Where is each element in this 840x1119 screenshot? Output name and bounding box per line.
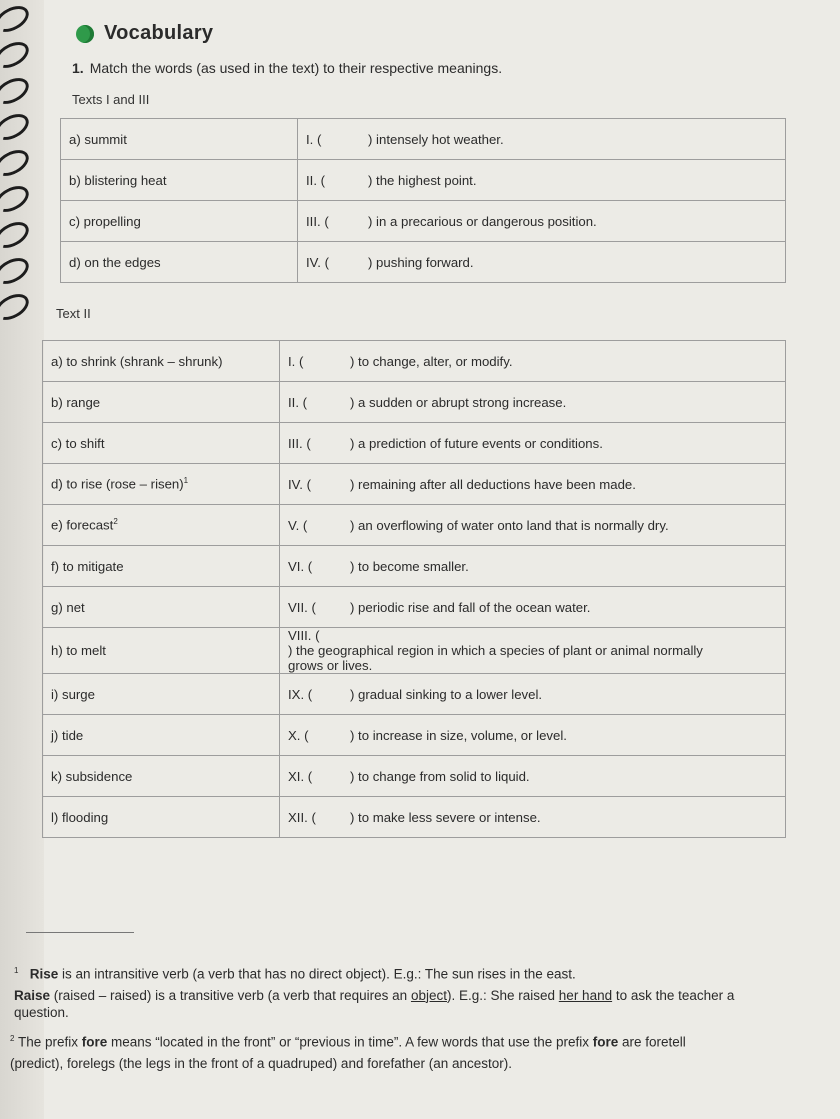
table2-word-cell	[43, 756, 280, 797]
table1-meaning-number: IV. (	[306, 254, 329, 270]
table2-word: j) tide	[51, 727, 84, 743]
table2-row	[43, 341, 786, 382]
table2-word-cell	[43, 587, 280, 628]
footnote-2-marker: 2	[10, 1034, 15, 1043]
table1-word-cell	[61, 242, 298, 283]
table2-word-cell	[43, 505, 280, 546]
table2-meaning-number: VIII. (	[288, 628, 320, 643]
table2-meaning-text: ) gradual sinking to a lower level.	[350, 686, 543, 702]
table2-meaning-cell	[280, 423, 786, 464]
table2-row	[43, 674, 786, 715]
table2-word: l) flooding	[51, 809, 109, 825]
table2-word-cell	[43, 464, 280, 505]
table2-row	[43, 505, 786, 546]
table2-meaning-text: ) remaining after all deductions have been made.	[350, 476, 636, 492]
section-title: Vocabulary	[104, 22, 214, 44]
footnote-1-rise-text: is an intransitive verb (a verb that has no direct object). E.g.: The sun rises in the east.	[58, 966, 576, 982]
table2-meaning-text: ) to become smaller.	[350, 558, 469, 574]
table2-meaning-cell	[280, 382, 786, 423]
table2-meaning-text: ) a prediction of future events or conditions.	[350, 435, 603, 451]
table1-heading: Texts I and III	[72, 92, 150, 107]
table2-word: k) subsidence	[51, 768, 133, 784]
table1-meaning-number: I. (	[306, 131, 322, 147]
table2-meaning-cell	[280, 674, 786, 715]
table1-row	[61, 119, 786, 160]
table1-meaning-cell	[298, 242, 786, 283]
table2-word: b) range	[51, 394, 101, 410]
table1-row	[61, 242, 786, 283]
footnote-divider	[26, 932, 134, 933]
table1-meaning-text: ) the highest point.	[368, 172, 477, 188]
instruction-text: Match the words (as used in the text) to their respective meanings.	[89, 60, 503, 76]
table2-meaning-number: II. (	[288, 394, 308, 410]
footnote-2-text: means “located in the front” or “previous in time”. A few words that use the prefix	[107, 1034, 593, 1050]
table2-word: i) surge	[51, 686, 95, 702]
table2-row	[43, 382, 786, 423]
footnote-1-raise-text-end: question.	[14, 1004, 69, 1020]
table1-meaning-cell	[298, 160, 786, 201]
table1-word: b) blistering heat	[69, 172, 167, 188]
instruction-number: 1.	[72, 60, 84, 76]
table1-meaning-number: III. (	[306, 213, 329, 229]
footnote-1-marker: 1	[14, 966, 19, 975]
table2-meaning-number: IX. (	[288, 686, 313, 702]
footnote-2-text: The prefix	[14, 1034, 82, 1050]
spiral-ring	[0, 109, 33, 145]
table1-word-cell	[61, 201, 298, 242]
footnote-1-object: object	[410, 987, 447, 1003]
table2-row	[43, 587, 786, 628]
table2-heading: Text II	[56, 306, 91, 321]
table2-meaning-number: XII. (	[288, 809, 316, 825]
table2-word-cell	[43, 628, 280, 674]
table2-meaning-number: I. (	[288, 353, 304, 369]
table2-meaning-cell	[280, 464, 786, 505]
footnote-2-fore: fore	[81, 1034, 108, 1050]
table2-row	[43, 715, 786, 756]
table1-meaning-cell	[298, 201, 786, 242]
footnote-2	[10, 1030, 820, 1072]
table2-meaning-cell	[280, 546, 786, 587]
table2-word: a) to shrink (shrank – shrunk)	[51, 353, 223, 369]
table1-word: c) propelling	[69, 213, 141, 229]
table2-meaning-number: XI. (	[288, 768, 313, 784]
table2-meaning-text: ) to change, alter, or modify.	[350, 353, 513, 369]
table2-meaning-number: VII. (	[288, 599, 316, 615]
table2-word-cell	[43, 382, 280, 423]
table2-footnote-ref: 1	[183, 476, 189, 486]
footnote-2-text-end: (predict), forelegs (the legs in the front of a quadruped) and forefather (an ancestor).	[10, 1055, 513, 1071]
footnote-1-raise-text: (raised – raised) is a transitive verb (a verb that requires an	[50, 987, 411, 1003]
footnote-2-fore: fore	[592, 1034, 619, 1050]
table2-row	[43, 797, 786, 838]
spiral-ring	[0, 1, 33, 37]
spiral-ring	[0, 145, 33, 181]
footnote-1-rise: Rise	[29, 966, 59, 982]
table2-word: h) to melt	[51, 643, 106, 658]
table2-meaning-cell	[280, 341, 786, 382]
spiral-ring	[0, 253, 33, 289]
table2-word-cell	[43, 423, 280, 464]
footnote-1-raise: Raise	[14, 987, 51, 1003]
table1-word-cell	[61, 119, 298, 160]
section-header	[76, 22, 213, 45]
table2-word-cell	[43, 674, 280, 715]
table2-word-cell	[43, 797, 280, 838]
footnote-1-raise-text: to ask the teacher a	[612, 987, 735, 1003]
table2-meaning-cell	[280, 756, 786, 797]
leaf-icon	[76, 25, 94, 43]
table2-footnote-ref: 2	[113, 517, 118, 527]
table2-meaning-text: ) an overflowing of water onto land that is normally dry.	[350, 517, 669, 533]
table2-row	[43, 423, 786, 464]
table2-meaning-number: VI. (	[288, 558, 313, 574]
table1-meaning-number: II. (	[306, 172, 326, 188]
table2-row	[43, 628, 786, 674]
footnote-2-text: are foretell	[618, 1034, 686, 1050]
table2-meaning-cell	[280, 797, 786, 838]
table2-meaning-cell	[280, 587, 786, 628]
table2-meaning-number: V. (	[288, 517, 308, 533]
table2-meaning-number: III. (	[288, 435, 311, 451]
spiral-ring	[0, 289, 33, 325]
table2-meaning-text: ) to make less severe or intense.	[350, 809, 541, 825]
table2-word-cell	[43, 546, 280, 587]
table2-word: f) to mitigate	[51, 558, 124, 574]
instruction	[72, 60, 502, 76]
table2-word: e) forecast	[51, 517, 114, 533]
table1-word-cell	[61, 160, 298, 201]
table2-row	[43, 756, 786, 797]
table2-word: c) to shift	[51, 435, 105, 451]
table2-meaning-text: ) to increase in size, volume, or level.	[350, 727, 567, 743]
spiral-ring	[0, 37, 33, 73]
table2-row	[43, 546, 786, 587]
table1-meaning-text: ) pushing forward.	[368, 254, 474, 270]
spiral-ring	[0, 217, 33, 253]
table1-word: d) on the edges	[69, 254, 161, 270]
table1-row	[61, 201, 786, 242]
table2-meaning-number: IV. (	[288, 476, 311, 492]
table2-meaning-text: ) periodic rise and fall of the ocean water.	[350, 599, 591, 615]
table2-word: d) to rise (rose – risen)	[51, 476, 184, 492]
footnote-1	[14, 962, 814, 1021]
table2-row	[43, 464, 786, 505]
spiral-ring	[0, 181, 33, 217]
matching-table-texts-1-3	[60, 118, 786, 283]
table1-meaning-text: ) in a precarious or dangerous position.	[368, 213, 597, 229]
table2-meaning-cell	[280, 505, 786, 546]
table1-meaning-cell	[298, 119, 786, 160]
table1-meaning-text: ) intensely hot weather.	[368, 131, 504, 147]
table2-meaning-text: ) a sudden or abrupt strong increase.	[350, 394, 567, 410]
matching-table-text-2	[42, 340, 786, 838]
table2-meaning-text: ) the geographical region in which a species of plant or animal normally grows or lives.	[288, 643, 703, 673]
footnote-1-hand: her hand	[558, 987, 613, 1003]
table2-meaning-number: X. (	[288, 727, 309, 743]
spiral-ring	[0, 73, 33, 109]
footnote-1-raise-text: ). E.g.: She raised	[446, 987, 559, 1003]
notebook-spiral-binding	[0, 0, 44, 1119]
table1-row	[61, 160, 786, 201]
table2-meaning-text: ) to change from solid to liquid.	[350, 768, 530, 784]
table2-word: g) net	[51, 599, 85, 615]
table2-word-cell	[43, 715, 280, 756]
table2-meaning-cell	[280, 628, 786, 674]
table2-meaning-cell	[280, 715, 786, 756]
table1-word: a) summit	[69, 131, 127, 147]
table2-word-cell	[43, 341, 280, 382]
